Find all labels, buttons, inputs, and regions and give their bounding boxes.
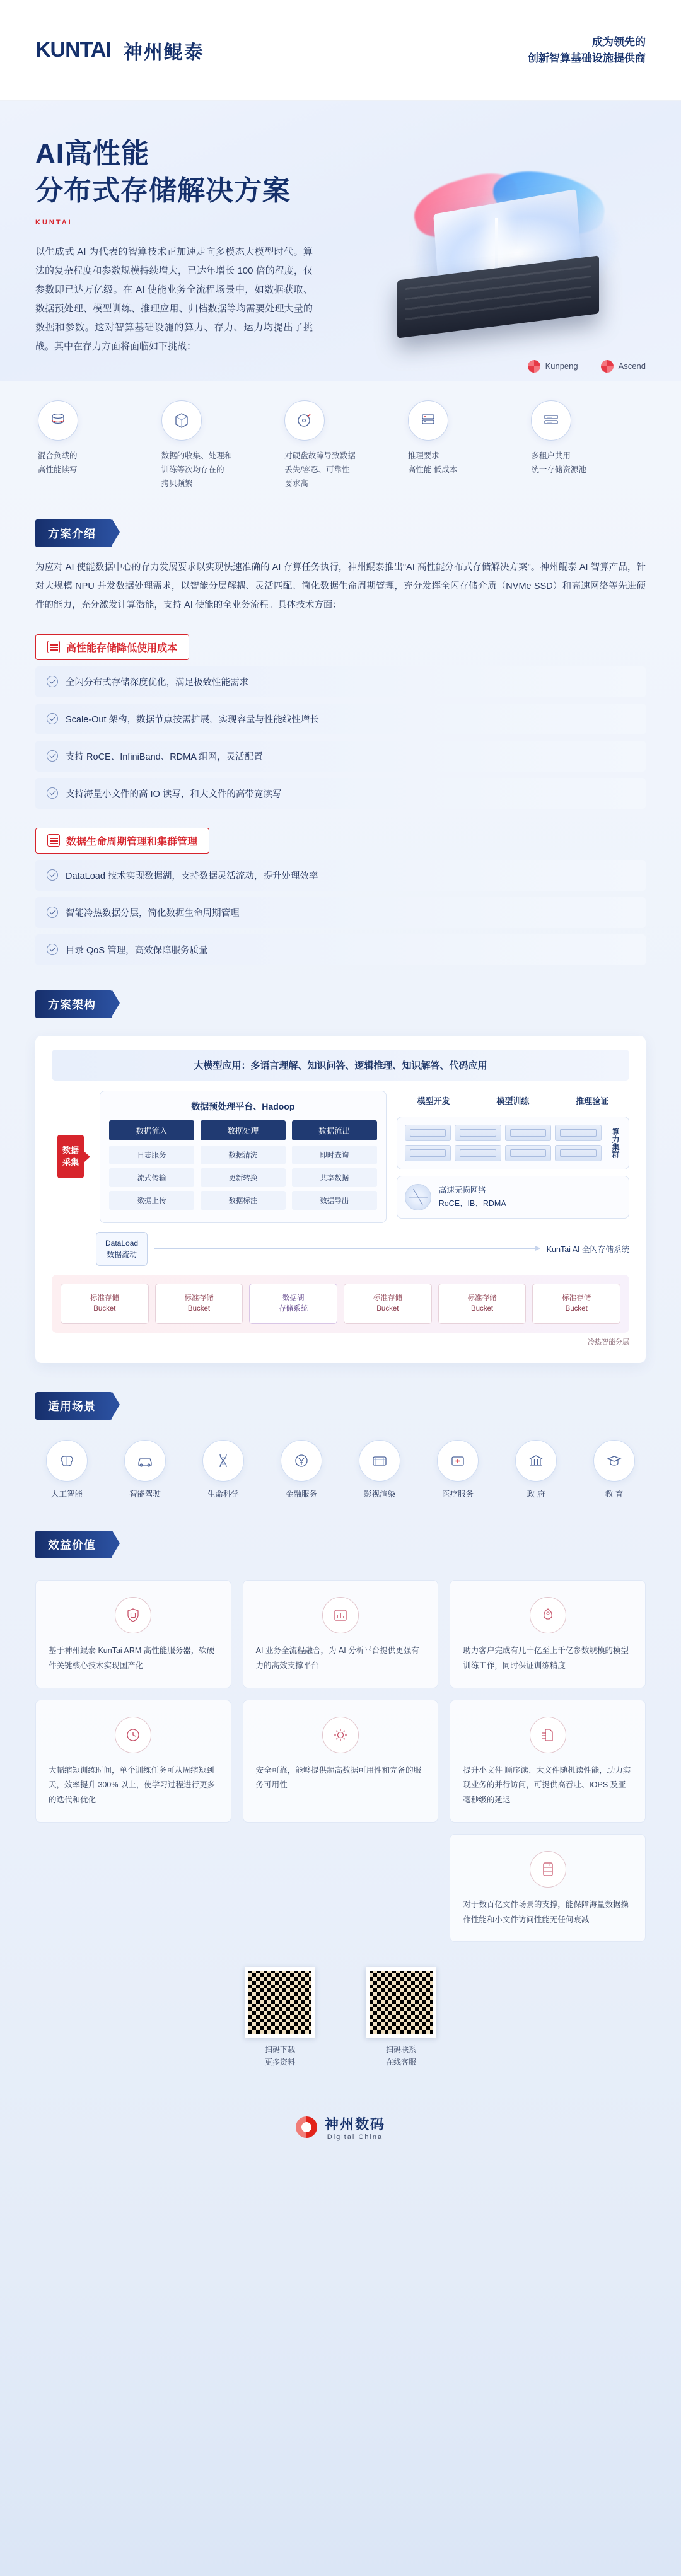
- scenario-label: 教 育: [605, 1490, 624, 1499]
- qr-support[interactable]: [366, 1967, 436, 2068]
- qr-caption: 扫码联系 在线客服: [385, 2045, 416, 2067]
- bucket-item: 标准存储 Bucket: [438, 1284, 527, 1325]
- model-stage-label: 模型开发: [417, 1096, 450, 1106]
- pain-point-text: 数据的收集、处理和 训练等次均存在的 拷贝频繁: [161, 451, 233, 488]
- benefit-text: AI 业务全流程融合，为 AI 分析平台提供更强有力的高效支撑平台: [255, 1646, 419, 1670]
- feature-item-text: 目录 QoS 管理，高效保障服务质量: [66, 945, 208, 956]
- section-heading-scenarios: 适用场景: [35, 1392, 112, 1420]
- document-icon: [47, 834, 60, 847]
- column-cell: 数据标注: [201, 1191, 286, 1210]
- scenario-label: 金融服务: [285, 1490, 317, 1499]
- qr-download[interactable]: [245, 1967, 315, 2068]
- chart-bars-icon: [322, 1597, 359, 1633]
- benefit-text: 对于数百亿文件场景的支撑，能保障海量数据操作性能和小文件访问性能无任何衰减: [463, 1900, 629, 1924]
- pain-point-item: [161, 400, 274, 491]
- hero-body-text: 以生成式 AI 为代表的智算技术正加速走向多模态大模型时代。算法的复杂程度和参数规模持续增大，已达年增长 100 倍的程度，仅参数即已达万亿级。在 AI 使能业务全流程场景中，如数据获取、数据预处理、模型训练、推理应用、归档数据等均需要处理大量的数据和参数。这对智算基础设施的算力、存力、运力均提出了挑战。其中在存力方面将面临如下挑战：: [35, 246, 313, 352]
- qr-code-image[interactable]: [245, 1967, 315, 2038]
- storage-bucket-row: [52, 1275, 629, 1333]
- check-icon: [47, 676, 58, 687]
- hero-title-line-2: 分布式存储解决方案: [35, 175, 291, 207]
- chip-icon: [555, 1125, 602, 1141]
- check-icon: [47, 944, 58, 955]
- footer-company: [325, 2114, 385, 2141]
- feature-item: [35, 741, 646, 772]
- pain-point-text: 多租户共用 统一存储资源池: [531, 451, 586, 474]
- chip-icon: [505, 1125, 552, 1141]
- hadoop-column-inflow: [109, 1120, 194, 1214]
- data-lake-item: 数据湖 存储系统: [249, 1284, 337, 1325]
- feature-item: [35, 666, 646, 697]
- chip-icon: [455, 1125, 501, 1141]
- page-footer: [0, 2097, 681, 2167]
- shield-chip-icon: [115, 1597, 151, 1633]
- feature-title-performance: [35, 634, 189, 660]
- check-icon: [47, 713, 58, 724]
- feature-item: [35, 860, 646, 891]
- scenario-item: [267, 1440, 335, 1499]
- logo-en-text: KUNTAI: [35, 38, 111, 62]
- slogan-line-2: 创新智算基础设施提供商: [528, 52, 646, 64]
- rocket-icon: [530, 1597, 566, 1633]
- benefit-text: 大幅缩短训练时间，单个训练任务可从周缩短到天，效率提升 300% 以上，使学习过程进行更多的迭代和优化: [49, 1765, 215, 1805]
- qr-caption: 扫码下载 更多资料: [264, 2045, 295, 2067]
- bucket-item: 标准存储 Bucket: [61, 1284, 149, 1325]
- column-header: 数据流出: [292, 1120, 377, 1140]
- slogan-line-1: 成为领先的: [592, 36, 646, 48]
- column-cell: 共享数据: [292, 1168, 377, 1187]
- partner-kunpeng-label: Kunpeng: [545, 361, 578, 371]
- benefit-card: [243, 1580, 439, 1688]
- feature-item-text: 支持海量小文件的高 IO 读写，和大文件的高带宽读写: [66, 789, 282, 799]
- feature-item-text: 支持 RoCE、InfiniBand、RDMA 组网，灵活配置: [66, 751, 263, 762]
- disk-alert-icon: [284, 400, 325, 441]
- feature-list-lifecycle: [35, 860, 646, 965]
- bucket-item: 标准存储 Bucket: [155, 1284, 243, 1325]
- film-icon: [359, 1440, 400, 1482]
- section-heading-benefits: 效益价值: [35, 1531, 112, 1558]
- partner-ascend-label: Ascend: [618, 361, 646, 371]
- network-text: [439, 1184, 506, 1211]
- partner-ascend: [601, 360, 646, 373]
- benefit-card: [35, 1580, 231, 1688]
- scenario-item: [346, 1440, 414, 1499]
- partner-logos: [528, 360, 646, 373]
- scenario-label: 医疗服务: [441, 1490, 474, 1499]
- hadoop-platform-block: [100, 1091, 387, 1223]
- column-cell: 数据导出: [292, 1191, 377, 1210]
- chip-grid: [405, 1125, 602, 1161]
- scenario-item: [189, 1440, 257, 1499]
- chip-icon: [405, 1125, 451, 1141]
- data-collection-tag: 数据 采集: [57, 1135, 84, 1178]
- cabinet-icon: [530, 1851, 566, 1888]
- section-benefits-heading-row: [0, 1527, 681, 1570]
- feature-title-text: 数据生命周期管理和集群管理: [66, 836, 198, 847]
- bucket-item: 标准存储 Bucket: [532, 1284, 620, 1325]
- scenario-item: [33, 1440, 101, 1499]
- check-icon: [47, 907, 58, 918]
- qr-code-image[interactable]: [366, 1967, 436, 2038]
- pain-point-item: [408, 400, 520, 491]
- feature-item-text: 智能冷热数据分层，简化数据生命周期管理: [66, 908, 240, 919]
- data-cube-icon: [161, 400, 202, 441]
- column-cell: 数据上传: [109, 1191, 194, 1210]
- scenario-label: 人工智能: [50, 1490, 83, 1499]
- network-block: [397, 1176, 629, 1219]
- model-stage-label: 模型训练: [496, 1096, 530, 1106]
- benefit-card: [450, 1834, 646, 1942]
- column-cell: 数据清洗: [201, 1146, 286, 1164]
- brand-logo: [35, 37, 204, 64]
- benefit-card: [35, 1700, 231, 1823]
- network-mesh-icon: [405, 1184, 431, 1210]
- model-stage-row: [397, 1091, 629, 1110]
- footer-company-en: Digital China: [327, 2133, 383, 2141]
- benefit-text: 基于神州鲲泰 KunTai ARM 高性能服务器，软硬件关键核心技术实现国产化: [49, 1646, 215, 1670]
- partner-kunpeng: [528, 360, 578, 373]
- hadoop-columns: [109, 1120, 377, 1214]
- database-stack-icon: [38, 400, 78, 441]
- architecture-top-bar: 大模型应用：多语言理解、知识问答、逻辑推理、知识解答、代码应用: [52, 1050, 629, 1081]
- scenario-label: 影视渲染: [363, 1490, 395, 1499]
- feature-title-text: 高性能存储降低使用成本: [66, 642, 178, 654]
- benefit-card: [450, 1580, 646, 1688]
- compute-cluster-block: [397, 1117, 629, 1169]
- scenario-list: [33, 1440, 648, 1499]
- file-speed-icon: [530, 1717, 566, 1753]
- cold-hot-tier-note: 冷热智能分层: [588, 1338, 629, 1347]
- benefit-text: 助力客户完成有几十亿至上千亿参数规模的模型训练工作，同时保证训练精度: [463, 1646, 629, 1670]
- feature-title-lifecycle: [35, 828, 209, 854]
- hadoop-title: 数据预处理平台、Hadoop: [191, 1101, 295, 1111]
- finance-icon: [281, 1440, 322, 1482]
- architecture-right-block: [397, 1091, 629, 1223]
- feature-item-text: DataLoad 技术实现数据湖，支持数据灵活流动，提升处理效率: [66, 871, 318, 881]
- scenario-label: 智能驾驶: [129, 1490, 161, 1499]
- column-cell: 流式传输: [109, 1168, 194, 1187]
- network-subtitle: RoCE、IB、RDMA: [438, 1198, 506, 1208]
- pain-point-item: [284, 400, 397, 491]
- pain-point-item: [531, 400, 643, 491]
- benefit-text: 提升小文件 顺序读、大文件随机读性能，助力实现业务的并行访问，可提供高吞吐、IOPS 及亚毫秒级的延迟: [463, 1765, 631, 1805]
- server-rack-icon: [408, 400, 448, 441]
- storage-system-label: KunTai AI 全闪存储系统: [546, 1244, 629, 1254]
- pain-point-text: 推理要求 高性能 低成本: [407, 451, 458, 474]
- column-cell: 即时查询: [292, 1146, 377, 1164]
- column-header: 数据流入: [109, 1120, 194, 1140]
- architecture-diagram: [35, 1036, 646, 1364]
- pain-point-list: [0, 381, 681, 516]
- feature-item-text: 全闪分布式存储深度优化，满足极致性能需求: [66, 677, 248, 688]
- network-title: 高速无损网络: [438, 1185, 486, 1195]
- feature-item: [35, 934, 646, 965]
- section-architecture-heading-row: [0, 987, 681, 1030]
- chip-icon: [405, 1145, 451, 1161]
- scenario-item: [580, 1440, 648, 1499]
- logo-cn-text: 神州鲲泰: [123, 42, 204, 63]
- gear-secure-icon: [322, 1717, 359, 1753]
- hadoop-column-processing: [201, 1120, 286, 1214]
- pain-point-text: 混合负载的 高性能读写: [38, 451, 78, 474]
- kunpeng-icon: [528, 360, 540, 373]
- medical-icon: [437, 1440, 479, 1482]
- qr-code-row: [0, 1967, 681, 2068]
- architecture-main-row: [52, 1091, 629, 1223]
- digital-china-icon: [296, 2116, 317, 2138]
- check-icon: [47, 750, 58, 762]
- column-cell: 更新转换: [201, 1168, 286, 1187]
- feature-list-performance: [35, 666, 646, 809]
- hadoop-column-outflow: [292, 1120, 377, 1214]
- column-cell: 日志服务: [109, 1146, 194, 1164]
- scenario-item: [111, 1440, 179, 1499]
- benefit-card-grid: [35, 1580, 646, 1942]
- model-stage-label: 推理验证: [576, 1096, 609, 1106]
- benefit-card: [450, 1700, 646, 1823]
- ai-brain-icon: [46, 1440, 88, 1482]
- dataload-row: [52, 1232, 629, 1266]
- ascend-icon: [601, 360, 614, 373]
- scenario-item: [424, 1440, 492, 1499]
- feature-item: [35, 778, 646, 809]
- feature-item-text: Scale-Out 架构，数据节点按需扩展，实现容量与性能线性增长: [66, 714, 319, 725]
- government-icon: [515, 1440, 557, 1482]
- footer-company-cn: 神州数码: [324, 2116, 385, 2132]
- pain-point-item: [38, 400, 150, 491]
- document-icon: [47, 641, 60, 653]
- feature-item: [35, 704, 646, 734]
- hero-brand-tag: KUNTAI: [35, 218, 73, 226]
- feature-item: [35, 897, 646, 928]
- clock-speed-icon: [115, 1717, 151, 1753]
- dataload-arrow: [154, 1248, 540, 1249]
- hero-title: [35, 135, 646, 226]
- check-icon: [47, 787, 58, 799]
- header-slogan: [528, 34, 646, 66]
- bucket-item: 标准存储 Bucket: [344, 1284, 432, 1325]
- benefit-card: [243, 1700, 439, 1823]
- benefit-text: 安全可靠，能够提供超高数据可用性和完备的服务可用性: [255, 1765, 422, 1790]
- architecture-left-tag: [52, 1091, 90, 1223]
- pain-point-text: 对硬盘故障导致数据 丢失/容忍、可靠性 要求高: [284, 451, 356, 488]
- page-header: [0, 0, 681, 101]
- bio-dna-icon: [202, 1440, 244, 1482]
- section-intro-heading-row: [0, 516, 681, 559]
- scenario-item: [502, 1440, 570, 1499]
- column-header: 数据处理: [201, 1120, 286, 1140]
- multi-tenant-icon: [531, 400, 571, 441]
- scenario-label: 政 府: [527, 1490, 545, 1499]
- chip-icon: [455, 1145, 501, 1161]
- smart-car-icon: [124, 1440, 166, 1482]
- hero-section: [0, 101, 681, 381]
- compute-cluster-label: 算力集群: [611, 1127, 620, 1158]
- hero-title-line-1: AI高性能: [35, 138, 149, 169]
- education-icon: [593, 1440, 635, 1482]
- scenario-label: 生命科学: [207, 1490, 239, 1499]
- footer-logo: [296, 2114, 385, 2141]
- section-heading-intro: 方案介绍: [35, 519, 112, 547]
- section-heading-architecture: 方案架构: [35, 990, 112, 1018]
- dataload-badge: DataLoad 数据流动: [96, 1232, 148, 1266]
- chip-icon: [555, 1145, 602, 1161]
- section-scenarios-heading-row: [0, 1388, 681, 1431]
- chip-icon: [505, 1145, 552, 1161]
- section-intro-body: 为应对 AI 使能数据中心的存力发展要求以实现快速准确的 AI 存算任务执行，神州鲲泰推出"AI 高性能分布式存储解决方案"。神州鲲泰 AI 智算产品，针对大规模 NPU 并发数据处理需求，以智能分层解耦、灵活匹配、简化数据生命周期管理，充分发挥全闪存储介质（NVMe SSD）和高速网络等先进硬件的能力，充分激发计算潜能，支持 AI 使能的全业务流程。具体技术方面：: [35, 562, 646, 610]
- logo-wordmark: [35, 38, 115, 62]
- check-icon: [47, 869, 58, 881]
